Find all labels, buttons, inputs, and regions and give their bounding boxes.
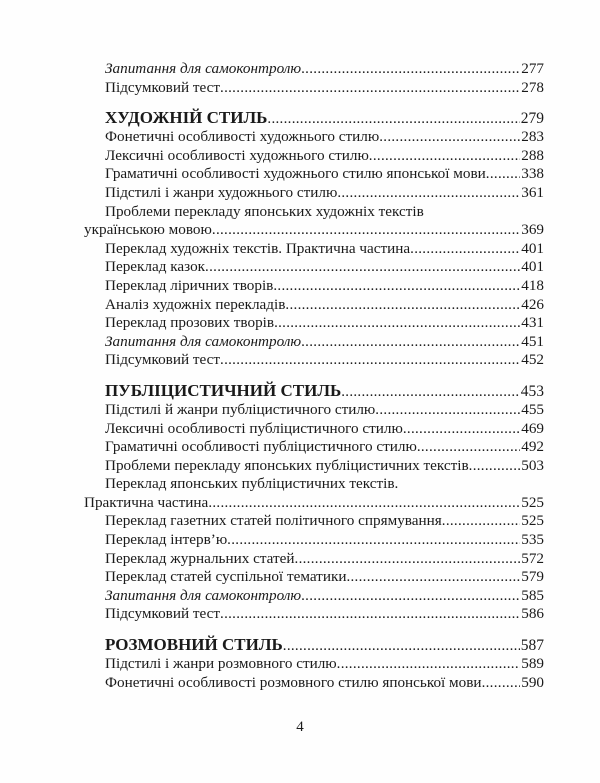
- dot-leader: [283, 636, 520, 655]
- toc-entry: [84, 550, 544, 569]
- toc-entry-label: Переклад статей суспільної тематики: [105, 568, 347, 586]
- dot-leader: [410, 240, 520, 259]
- toc-entry-page: 589: [521, 655, 544, 673]
- toc-entry: [84, 128, 544, 147]
- toc-entry-label: Підсумковий тест: [105, 605, 221, 623]
- toc-entry: [84, 605, 544, 624]
- toc-section-heading: [84, 381, 544, 401]
- dot-leader: [295, 550, 521, 569]
- toc-entry: [84, 240, 544, 259]
- toc-entry-page: 277: [521, 60, 544, 77]
- toc-entry-page: 525: [521, 493, 544, 511]
- toc-entry-page: 586: [521, 605, 544, 623]
- dot-leader: [220, 605, 520, 624]
- dot-leader: [301, 333, 520, 352]
- dot-leader: [220, 79, 520, 98]
- toc-entry-page: 361: [521, 183, 544, 201]
- section-heading-label: ПУБЛІЦИСТИЧНИЙ СТИЛЬ: [105, 380, 342, 400]
- toc-entry-label: Переклад інтерв’ю: [105, 531, 228, 549]
- toc-entry: [84, 420, 544, 439]
- toc-entry: [84, 438, 544, 457]
- toc-entry: [84, 512, 544, 531]
- toc-entry-wrapped-line: [84, 221, 544, 240]
- toc-entry-first-line: [84, 203, 544, 222]
- section-heading-label: РОЗМОВНИЙ СТИЛЬ: [105, 635, 283, 655]
- toc-entry-page: 572: [521, 549, 544, 567]
- toc-entry: [84, 401, 544, 420]
- dot-leader: [273, 277, 520, 296]
- toc-entry-label: Переклад прозових творів: [105, 314, 275, 332]
- toc-group-conversational-style: [84, 635, 544, 692]
- dot-leader: [337, 184, 520, 203]
- dot-leader: [486, 165, 520, 184]
- section-heading-page: 279: [520, 110, 544, 128]
- dot-leader: [285, 296, 520, 315]
- dot-leader: [267, 109, 519, 128]
- toc-group-publicistic-style: [84, 381, 544, 624]
- toc-entry-page: 525: [521, 512, 544, 530]
- toc-entry-page: 469: [521, 419, 544, 437]
- toc-entry: [84, 457, 544, 476]
- toc-entry-page: 283: [521, 128, 544, 146]
- section-heading-label: ХУДОЖНІЙ СТИЛЬ: [105, 108, 268, 128]
- dot-leader: [375, 401, 520, 420]
- toc-entry-continuation: українською мовою: [84, 221, 212, 239]
- toc-entry-label: Проблеми перекладу японських художніх текстів: [105, 202, 424, 220]
- dot-leader: [337, 655, 521, 674]
- toc-entry-label: Фонетичні особливості розмовного стилю японської мови: [105, 673, 482, 691]
- dot-leader: [346, 568, 520, 587]
- dot-leader: [403, 420, 520, 439]
- toc-entry-page: 278: [521, 78, 544, 96]
- dot-leader: [379, 128, 520, 147]
- toc-entry-label: Запитання для самоконтролю: [105, 586, 302, 604]
- toc-entry: [84, 296, 544, 315]
- toc-entry-page: 401: [521, 258, 544, 276]
- toc-section-heading: [84, 635, 544, 655]
- toc-entry-label: Граматичні особливості публіцистичного стилю: [105, 438, 417, 456]
- dot-leader: [227, 531, 520, 550]
- page-number: 4: [296, 719, 304, 735]
- toc-entry-label: Граматичні особливості художнього стилю японської мови: [105, 165, 486, 183]
- toc-entry-page: 451: [521, 332, 544, 350]
- dot-leader: [274, 314, 520, 333]
- toc-entry-page: 455: [521, 400, 544, 418]
- toc-entry-label: Фонетичні особливості художнього стилю: [105, 128, 380, 146]
- toc-entry-page: 401: [521, 239, 544, 257]
- dot-leader: [212, 221, 520, 240]
- dot-leader: [417, 438, 520, 457]
- toc-entry-page: 426: [521, 295, 544, 313]
- dot-leader: [369, 147, 520, 166]
- toc-entry-label: Аналіз художніх перекладів: [105, 295, 286, 313]
- toc-entry: [84, 568, 544, 587]
- toc-entry-page: 288: [521, 146, 544, 164]
- section-heading-page: 453: [520, 382, 544, 400]
- toc-entry: [84, 531, 544, 550]
- dot-leader: [341, 382, 520, 401]
- toc-entry-label: Лексичні особливості публіцистичного стилю: [105, 419, 403, 437]
- toc-entry-label: Підсумковий тест: [105, 78, 221, 96]
- toc-entry-label: Запитання для самоконтролю: [105, 60, 302, 77]
- toc-entry-continuation: Практична частина: [84, 493, 209, 511]
- toc-entry-label: Переклад художніх текстів. Практична частина: [105, 239, 411, 257]
- table-of-contents: [84, 60, 544, 692]
- dot-leader: [469, 457, 521, 476]
- toc-entry-label: Підсумковий тест: [105, 351, 221, 369]
- toc-entry: [84, 587, 544, 606]
- toc-section-heading: [84, 108, 544, 128]
- dot-leader: [301, 587, 520, 606]
- dot-leader: [208, 494, 520, 513]
- toc-entry-label: Переклад японських публіцистичних текстів.: [105, 475, 399, 493]
- toc-entry-page: 579: [521, 568, 544, 586]
- toc-entry-page: 492: [521, 438, 544, 456]
- toc-entry: [84, 351, 544, 370]
- toc-entry-page: 535: [521, 531, 544, 549]
- toc-entry: [84, 184, 544, 203]
- toc-entry: [84, 333, 544, 352]
- toc-entry: [84, 165, 544, 184]
- toc-entry: [84, 674, 544, 693]
- toc-entry-page: 585: [521, 586, 544, 604]
- toc-entry-label: Лексичні особливості художнього стилю: [105, 146, 369, 164]
- toc-entry: [84, 147, 544, 166]
- toc-entry-label: Підстилі й жанри публіцистичного стилю: [105, 400, 376, 418]
- dot-leader: [442, 512, 520, 531]
- toc-entry-label: Переклад газетних статей політичного спрямування: [105, 512, 442, 530]
- toc-entry-label: Підстилі і жанри художнього стилю: [105, 183, 338, 201]
- toc-entry: [84, 258, 544, 277]
- toc-entry: [84, 655, 544, 674]
- dot-leader: [205, 258, 520, 277]
- toc-entry-label: Переклад ліричних творів: [105, 276, 274, 294]
- toc-entry-label: Переклад журнальних статей: [105, 549, 295, 567]
- toc-entry-page: 338: [521, 165, 544, 183]
- toc-entry-label: Переклад казок: [105, 258, 206, 276]
- section-heading-page: 587: [520, 637, 544, 655]
- toc-entry-page: 503: [521, 456, 544, 474]
- toc-entry-page: 418: [521, 276, 544, 294]
- toc-group-artistic-style: [84, 108, 544, 370]
- toc-entry-page: 452: [521, 351, 544, 369]
- toc-entry-first-line: [84, 475, 544, 494]
- toc-entry-label: Проблеми перекладу японських публіцистичних текстів: [105, 456, 469, 474]
- toc-entry: [84, 60, 544, 79]
- toc-entry-page: 369: [521, 221, 544, 239]
- toc-entry-page: 590: [521, 673, 544, 691]
- toc-entry: [84, 314, 544, 333]
- dot-leader: [220, 351, 520, 370]
- toc-entry-wrapped-line: [84, 494, 544, 513]
- toc-entry-label: Підстилі і жанри розмовного стилю: [105, 655, 337, 673]
- toc-group-continuation: [84, 60, 544, 97]
- dot-leader: [482, 674, 521, 693]
- toc-entry-label: Запитання для самоконтролю: [105, 332, 302, 350]
- dot-leader: [301, 60, 520, 79]
- toc-entry: [84, 277, 544, 296]
- toc-entry: [84, 79, 544, 98]
- toc-entry-page: 431: [521, 314, 544, 332]
